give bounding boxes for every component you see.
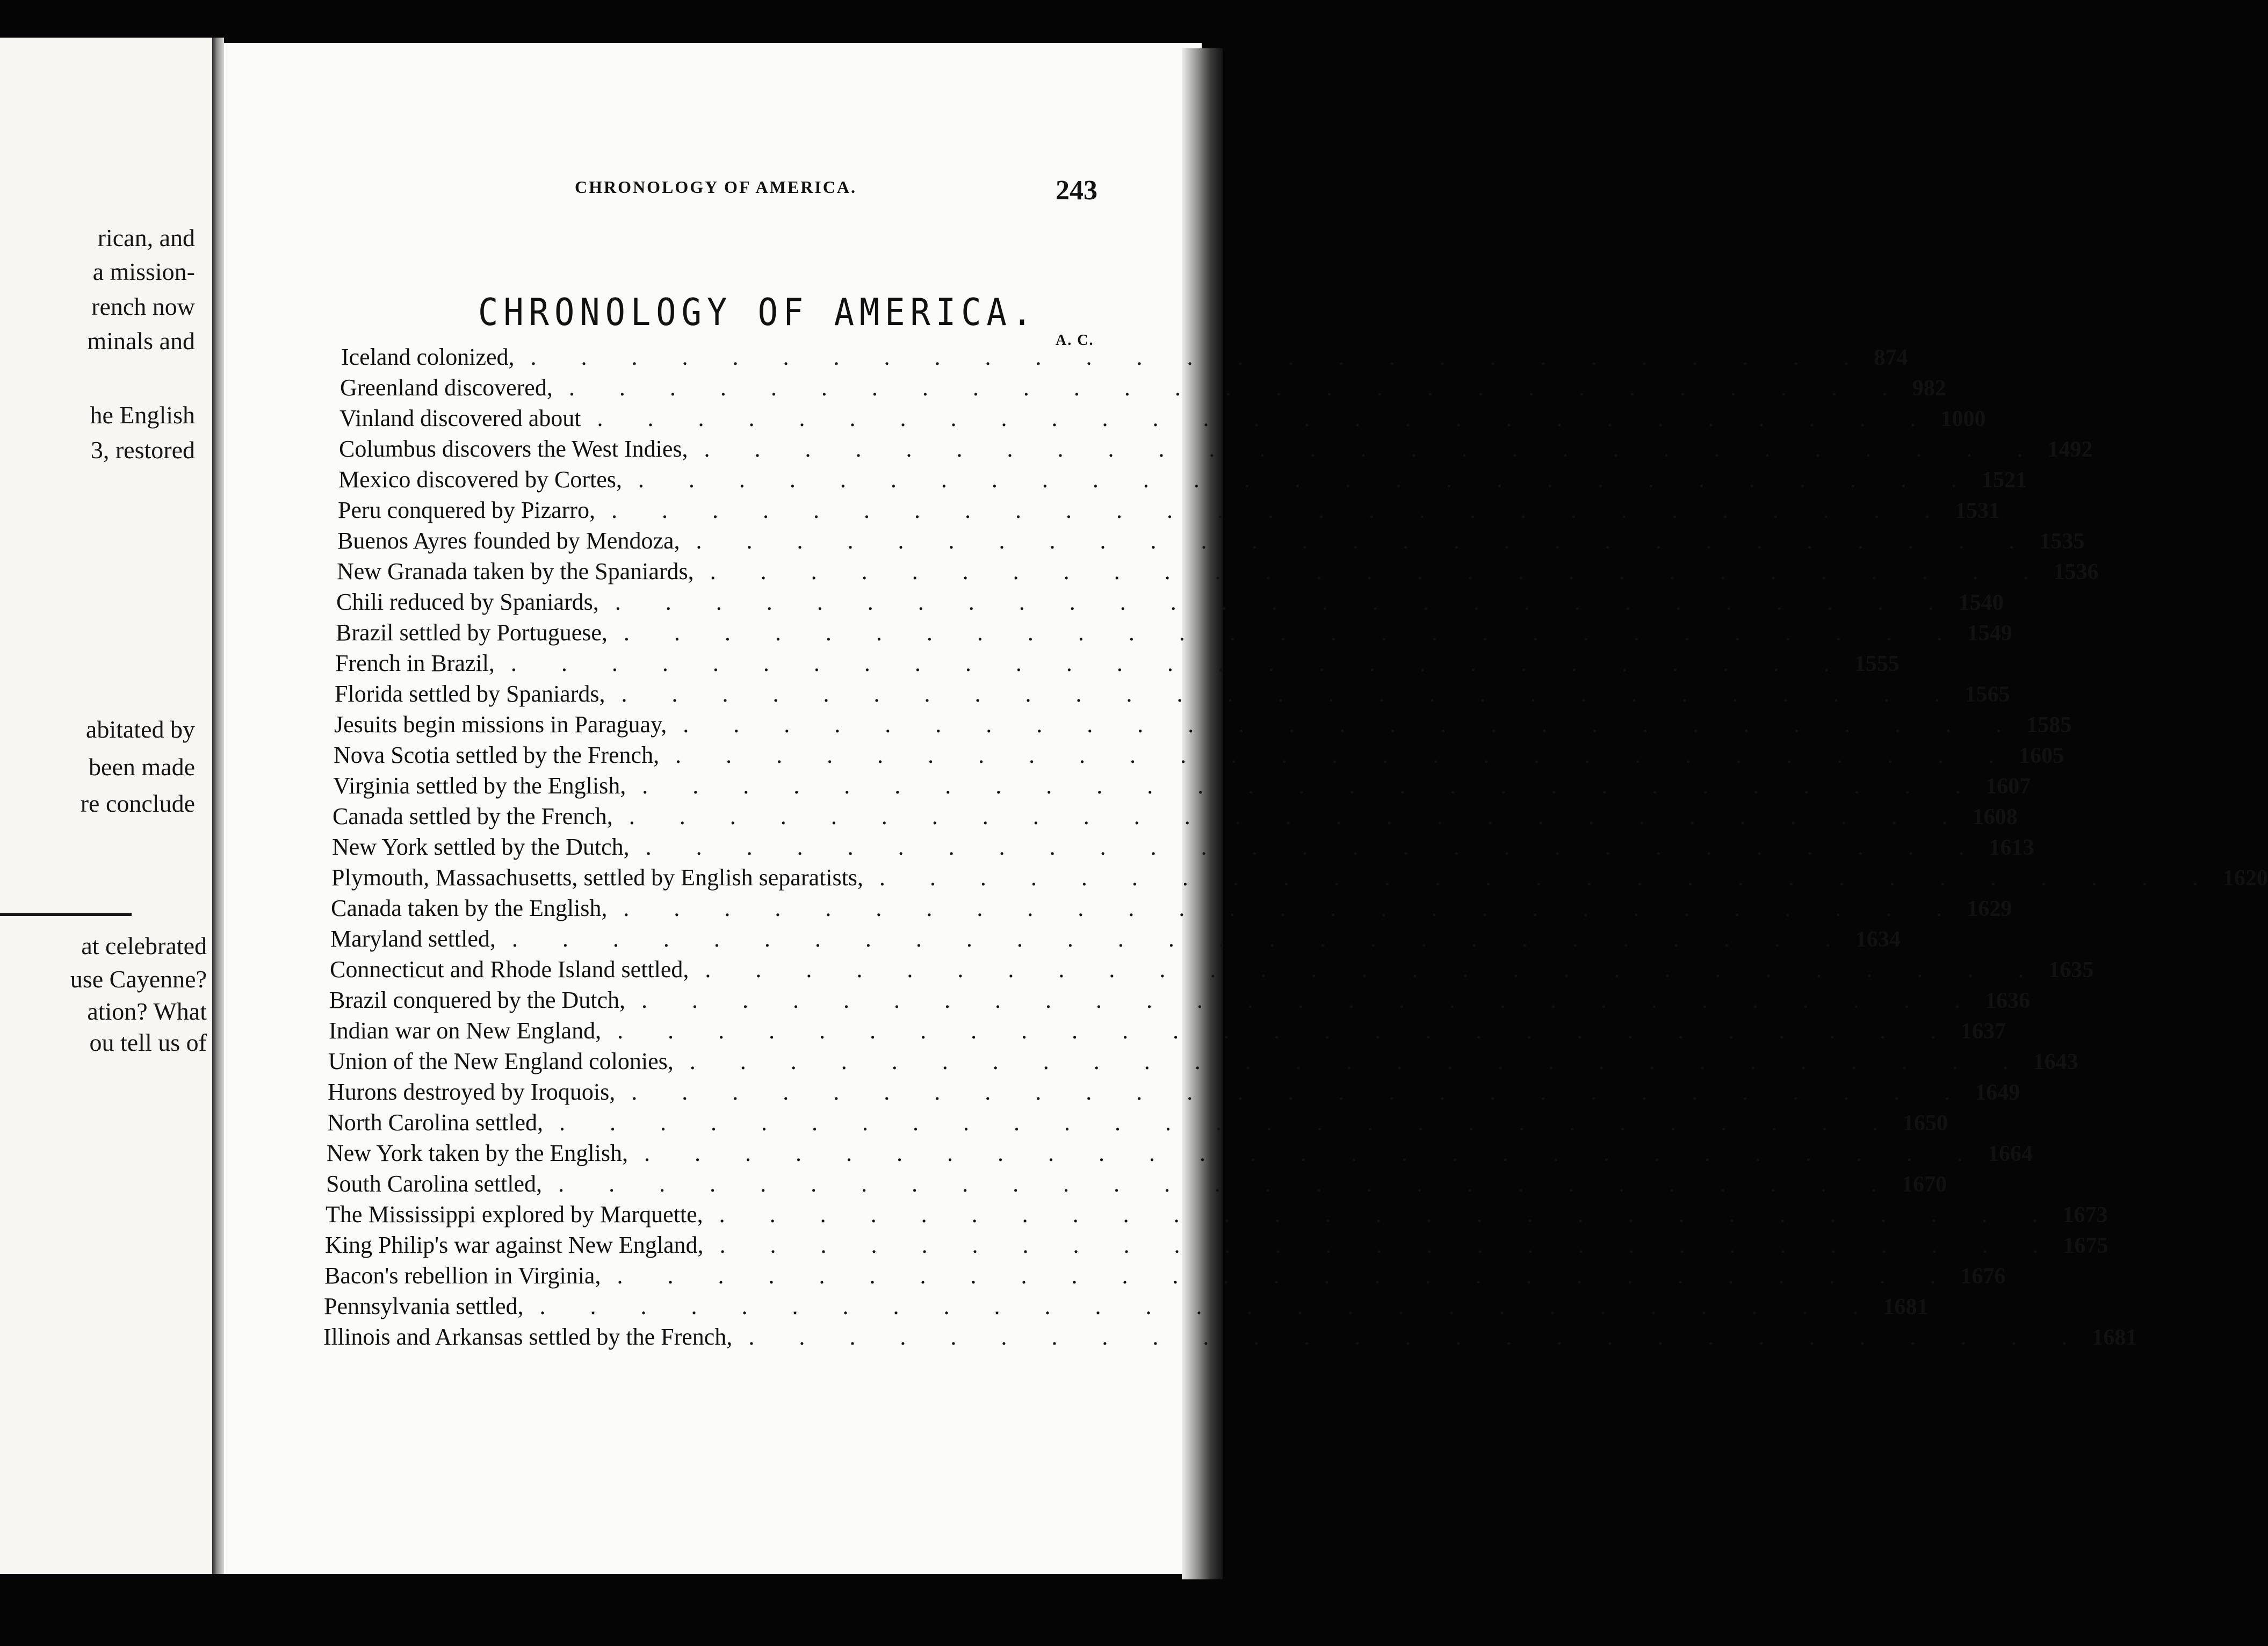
dot-leader: . . . . . . . . . . . . . . . . . . . . . . . . . . . — [710, 558, 2048, 584]
dot-leader: . . . . . . . . . . . . . . . . . . . . . . . . . . . — [623, 619, 1962, 646]
event-text: Nova Scotia settled by the French, — [334, 742, 660, 768]
year: 1670 — [1902, 1172, 1947, 1197]
chronology-entry — [339, 436, 2093, 463]
event-text: Canada settled by the French, — [333, 803, 613, 829]
dot-leader: . . . . . . . . . . . . . . . . . . . . . . . . . . . — [705, 956, 2043, 983]
chronology-entry — [334, 742, 2064, 769]
event-text: Hurons destroyed by Iroquois, — [328, 1079, 616, 1105]
left-facing-page — [0, 38, 212, 1574]
event-text: Illinois and Arkansas settled by the French, — [323, 1324, 733, 1350]
year: 874 — [1874, 345, 1908, 370]
chronology-entry — [338, 497, 2000, 524]
dot-leader: . . . . . . . . . . . . . . . . . . . . . . . . . . . — [638, 466, 1976, 493]
event-text: Florida settled by Spaniards, — [335, 681, 605, 707]
left-page-line: at celebrated — [81, 932, 207, 959]
year: 1535 — [2039, 529, 2085, 554]
dot-leader: . . . . . . . . . . . . . . . . . . . . . . . . . . . — [621, 681, 1960, 707]
year: 1675 — [2063, 1233, 2108, 1258]
year: 1635 — [2048, 958, 2094, 983]
left-page-line: ou tell us of — [89, 1029, 207, 1056]
left-page-line: ation? What — [87, 998, 207, 1025]
left-page-line: use Cayenne? — [70, 965, 207, 993]
chronology-entry — [324, 1293, 1928, 1320]
chronology-entry — [334, 711, 2072, 738]
left-page-line: a mission- — [92, 258, 195, 285]
year: 1605 — [2019, 743, 2064, 768]
event-text: Indian war on New England, — [329, 1017, 602, 1044]
year: 1531 — [1954, 499, 2000, 523]
event-text: Chili reduced by Spaniards, — [336, 589, 599, 615]
event-text: South Carolina settled, — [326, 1171, 543, 1197]
year: 1636 — [1985, 988, 2031, 1013]
left-page-line: abitated by — [85, 716, 195, 743]
chronology-entry — [336, 589, 2004, 616]
dot-leader: . . . . . . . . . . . . . . . . . . . . . . . . . . . — [617, 1017, 1956, 1044]
dot-leader: . . . . . . . . . . . . . . . . . . . . . . . . . . . — [511, 926, 1850, 952]
chronology-entry — [329, 1017, 2006, 1044]
dot-leader: . . . . . . . . . . . . . . . . . . . . . . . . . . . — [704, 436, 2042, 462]
dot-leader: . . . . . . . . . . . . . . . . . . . . . . . . . . . — [611, 497, 1949, 523]
year: 982 — [1912, 376, 1946, 401]
left-page-line: rican, and — [97, 224, 195, 251]
year: 1521 — [1981, 468, 2027, 493]
left-page-line: rench now — [91, 293, 195, 320]
left-page-line: he English — [90, 401, 195, 429]
chronology-entry — [337, 558, 2099, 585]
event-text: Canada taken by the English, — [331, 895, 608, 921]
chronology-entry — [330, 926, 1901, 952]
dot-leader: . . . . . . . . . . . . . . . . . . . . . . . . . . . — [530, 344, 1869, 370]
dot-leader: . . . . . . . . . . . . . . . . . . . . . . . . . . . — [617, 1262, 1955, 1289]
event-text: Maryland settled, — [330, 926, 496, 952]
dot-leader: . . . . . . . . . . . . . . . . . . . . . . . . . . . — [644, 1140, 1982, 1166]
year: 1629 — [1967, 897, 2012, 921]
event-text: King Philip's war against New England, — [325, 1232, 704, 1258]
event-text: Mexico discovered by Cortes, — [338, 466, 622, 493]
left-page-rule — [0, 913, 132, 916]
year: 1664 — [1987, 1142, 2033, 1166]
event-text: Plymouth, Massachusetts, settled by English separatists, — [331, 864, 863, 891]
year: 1607 — [1985, 774, 2031, 799]
event-text: The Mississippi explored by Marquette, — [326, 1201, 703, 1228]
chronology-entry — [330, 956, 2094, 983]
event-text: Peru conquered by Pizarro, — [338, 497, 595, 523]
page-title: CHRONOLOGY OF AMERICA. — [478, 290, 1038, 334]
dot-leader: . . . . . . . . . . . . . . . . . . . . . . . . . . . — [558, 1171, 1897, 1197]
chronology-entry — [328, 1048, 2078, 1075]
chronology-entry — [338, 466, 2027, 493]
year: 1540 — [1958, 590, 2004, 615]
event-text: Bacon's rebellion in Virginia, — [324, 1262, 601, 1289]
year: 1613 — [1989, 835, 2034, 860]
year: 1585 — [2026, 713, 2072, 738]
dot-leader: . . . . . . . . . . . . . . . . . . . . . . . . . . . — [683, 711, 2021, 738]
chronology-entry — [328, 1079, 2020, 1106]
chronology-entry — [335, 681, 2010, 708]
dot-leader: . . . . . . . . . . . . . . . . . . . . . . . . . . . — [597, 405, 1935, 431]
year: 1549 — [1967, 621, 2012, 646]
year: 1608 — [1972, 805, 2018, 829]
chronology-entry — [323, 1324, 2137, 1351]
chronology-entry — [335, 650, 1899, 677]
chronology-entry — [326, 1201, 2108, 1228]
year: 1637 — [1961, 1019, 2006, 1044]
year: 1649 — [1975, 1080, 2020, 1105]
chronology-entry — [336, 619, 2012, 646]
page-number: 243 — [1056, 175, 1097, 206]
running-head: CHRONOLOGY OF AMERICA. — [575, 177, 857, 197]
chronology-entry — [333, 773, 2031, 799]
chronology-entry — [326, 1171, 1947, 1197]
dot-leader: . . . . . . . . . . . . . . . . . . . . . . . . . . . — [615, 589, 1953, 615]
year: 1681 — [1883, 1295, 1928, 1319]
event-text: New York taken by the English, — [327, 1140, 628, 1166]
year: 1492 — [2047, 437, 2093, 462]
event-text: Brazil settled by Portuguese, — [336, 619, 608, 646]
left-page-line: minals and — [87, 327, 195, 355]
year: 1555 — [1854, 652, 1899, 676]
dot-leader: . . . . . . . . . . . . . . . . . . . . . . . . . . . — [510, 650, 1849, 676]
event-text: Jesuits begin missions in Paraguay, — [334, 711, 667, 738]
year: 1676 — [1960, 1264, 2006, 1289]
event-text: Brazil conquered by the Dutch, — [329, 987, 626, 1013]
chronology-entry — [331, 864, 2268, 891]
chronology-entry — [331, 895, 2012, 922]
dot-leader: . . . . . . . . . . . . . . . . . . . . . . . . . . . — [645, 834, 1984, 860]
chronology-entry — [333, 803, 2018, 830]
event-text: Columbus discovers the West Indies, — [339, 436, 688, 462]
event-text: Union of the New England colonies, — [328, 1048, 674, 1074]
event-text: New Granada taken by the Spaniards, — [337, 558, 694, 584]
year: 1643 — [2033, 1050, 2078, 1074]
dot-leader: . . . . . . . . . . . . . . . . . . . . . . . . . . . — [629, 803, 1967, 829]
chronology-entry — [340, 405, 1986, 432]
chronology-entry — [327, 1109, 1948, 1136]
event-text: French in Brazil, — [335, 650, 495, 676]
chronology-entry — [340, 374, 1946, 401]
column-header-year: A. C. — [1056, 332, 1094, 349]
dot-leader: . . . . . . . . . . . . . . . . . . . . . . . . . . . — [689, 1048, 2028, 1074]
event-text: Connecticut and Rhode Island settled, — [330, 956, 689, 983]
dot-leader: . . . . . . . . . . . . . . . . . . . . . . . . . . . — [631, 1079, 1970, 1105]
left-page-line: been made — [89, 753, 195, 781]
dot-leader: . . . . . . . . . . . . . . . . . . . . . . . . . . . — [641, 987, 1980, 1013]
dot-leader: . . . . . . . . . . . . . . . . . . . . . . . . . . . — [748, 1324, 2087, 1350]
dot-leader: . . . . . . . . . . . . . . . . . . . . . . . . . . . — [539, 1293, 1878, 1319]
event-text: Virginia settled by the English, — [333, 773, 626, 799]
year: 1634 — [1855, 927, 1901, 952]
dot-leader: . . . . . . . . . . . . . . . . . . . . . . . . . . . — [623, 895, 1962, 921]
dot-leader: . . . . . . . . . . . . . . . . . . . . . . . . . . . — [719, 1201, 2057, 1228]
page-gutter — [212, 38, 224, 1574]
year: 1650 — [1903, 1111, 1948, 1136]
event-text: Pennsylvania settled, — [324, 1293, 524, 1319]
event-text: Buenos Ayres founded by Mendoza, — [337, 528, 680, 554]
year: 1673 — [2062, 1203, 2108, 1228]
chronology-entry — [324, 1262, 2006, 1289]
event-text: Vinland discovered about — [340, 405, 581, 431]
dot-leader: . . . . . . . . . . . . . . . . . . . . . . . . . . . — [696, 528, 2034, 554]
event-text: North Carolina settled, — [327, 1109, 544, 1136]
chronology-entry — [329, 987, 2031, 1014]
dot-leader: . . . . . . . . . . . . . . . . . . . . . . . . . . . — [568, 374, 1907, 401]
chronology-entry — [332, 834, 2034, 861]
left-page-line: re conclude — [80, 790, 195, 817]
event-text: New York settled by the Dutch, — [332, 834, 630, 860]
left-page-line: 3, restored — [90, 436, 195, 464]
year: 1620 — [2222, 866, 2268, 891]
dot-leader: . . . . . . . . . . . . . . . . . . . . . . . . . . . — [675, 742, 2014, 768]
dot-leader: . . . . . . . . . . . . . . . . . . . . . . . . . . . — [879, 864, 2218, 891]
dot-leader: . . . . . . . . . . . . . . . . . . . . . . . . . . . — [559, 1109, 1898, 1136]
event-text: Iceland colonized, — [341, 344, 515, 370]
year: 1565 — [1964, 682, 2010, 707]
year: 1000 — [1940, 407, 1986, 431]
year: 1681 — [2092, 1325, 2137, 1350]
chronology-entry — [327, 1140, 2033, 1167]
dot-leader: . . . . . . . . . . . . . . . . . . . . . . . . . . . — [719, 1232, 2058, 1258]
year: 1536 — [2053, 560, 2099, 584]
chronology-entry — [341, 344, 1908, 371]
dot-leader: . . . . . . . . . . . . . . . . . . . . . . . . . . . — [642, 773, 1981, 799]
event-text: Greenland discovered, — [340, 374, 553, 401]
chronology-entry — [325, 1232, 2108, 1259]
chronology-entry — [337, 528, 2085, 554]
